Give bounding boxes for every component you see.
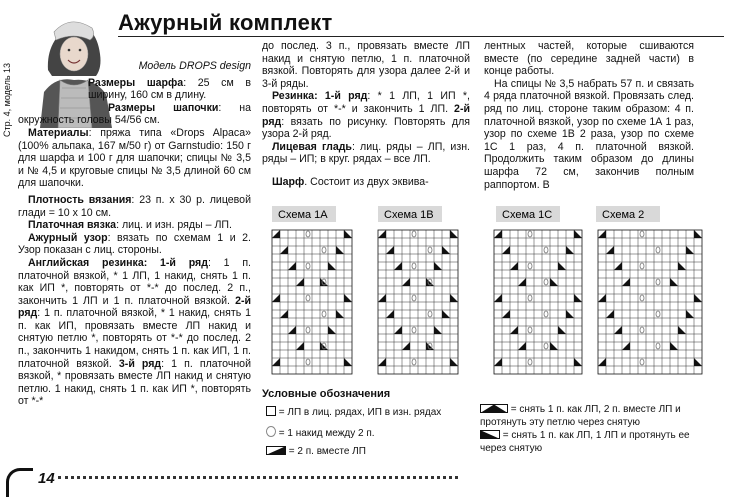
scheme-label-3: Схема 1С <box>502 209 553 221</box>
k2tog-symbol-icon <box>266 446 286 455</box>
page-corner-decoration <box>6 468 33 497</box>
model-credit: Модель DROPS design <box>138 60 251 72</box>
column-1 <box>18 60 251 408</box>
skp-symbol-icon <box>480 430 500 439</box>
title-divider <box>118 36 724 37</box>
page-number: 14 <box>38 470 55 487</box>
yarnover-symbol-icon <box>266 426 276 437</box>
scarf-instructions: На спицы № 3,5 набрать 57 п. и связать 4 ряда платочной вязкой. Провязать след. ряд по лиц. стороне таким образом: 4 п. платочной вязкой, узор по схеме 1А 1 раз, узор по схеме 1В 2 раза, узор по схеме 1С 1 раз, 4 п. платочной вязкой. Продолжить таким образом до длины шарфа 72 см, закончив полным раппортом. В <box>484 77 694 191</box>
scheme-label-1: Схема 1А <box>278 209 328 221</box>
stockinette-paragraph: Лицевая гладь: лиц. ряды – ЛП, изн. ряды – ИП; в круг. рядах – все ЛП. <box>262 140 471 166</box>
rib-continuation: до послед. 3 п., провязать вместе ЛП накид и снятую петлю, 1 п. платочной вязкой. Повторять для узора далее 2-й и 3-й ряды. <box>262 40 470 90</box>
column-2 <box>262 40 470 189</box>
legend-item-sk2p: = снять 1 п. как ЛП, 2 п. вместе ЛП и протянуть эту петлю через снятую <box>480 404 681 428</box>
scheme-label-4: Схема 2 <box>602 209 645 221</box>
column-3 <box>484 40 694 191</box>
footer-dotted-rule <box>58 476 458 479</box>
scheme-grid-2 <box>378 230 458 374</box>
knit-symbol-icon <box>266 406 276 416</box>
page-side-label: Стр. 4, модель 13 <box>2 62 12 138</box>
legend-title: Условные обозначения <box>262 388 391 400</box>
scheme-grid-4 <box>598 230 702 374</box>
scheme-grid-3 <box>494 230 582 374</box>
lace-pattern-paragraph: Ажурный узор: вязать по схемам 1 и 2. Узор показан с лиц. стороны. <box>18 231 251 257</box>
scheme-grid-1 <box>272 230 352 374</box>
knitting-charts <box>258 204 724 384</box>
legend-item-k2tog: = 2 п. вместе ЛП <box>266 446 486 459</box>
density-paragraph: Плотность вязания: 23 п. х 30 р. лицевой глади = 10 х 10 см. <box>18 193 251 219</box>
legend-item-skp: = снять 1 п. как ЛП, 1 ЛП и протянуть ее через снятую <box>480 430 690 454</box>
plain-stitch-paragraph: Платочная вязка: лиц. и изн. ряды – ЛП. <box>28 219 232 232</box>
legend-item-knit: = ЛП в лиц. рядах, ИП в изн. рядах <box>266 406 486 420</box>
scarf-intro: Шарф. Состоит из двух эквива- <box>272 175 429 188</box>
sk2p-symbol-icon <box>480 404 508 413</box>
scheme-label-2: Схема 1В <box>384 209 434 221</box>
english-rib-paragraph: Английская резинка: 1-й ряд: 1 п. платочной вязкой, * 1 ЛП, 1 накид, снять 1 п. как ИП *, повторять от *-* до послед. 2 п., закончить 1 ЛП и 1 п. платочной вязкой. 2-й ряд: 1 п. платочной вязкой, * 1 накид, снять 1 п. как ИП, провязать вместе ЛП накид и снятую петлю *, повторять от *-* до послед. 2 п., закончить 1 накидом, снять 1 п. как ИП, 1 п. платочной вязкой. 3-й ряд: 1 п. платочной вязкой, * провязать вместе ЛП накид и снятую петлю. 1 накид, снять 1 п. как ИП *, повторять от *-* <box>18 256 251 408</box>
rib-paragraph: Резинка: 1-й ряд: * 1 ЛП, 1 ИП *, повторять от *-* и закончить 1 ЛП. 2-й ряд: вязать по рисунку. Повторять для узора 2-й ряд. <box>262 90 470 141</box>
scarf-size-paragraph: Размеры шарфа: 25 см в ширину, 160 см в длину. <box>88 76 252 102</box>
hat-size-paragraph: Размеры шапочки: на окружность головы 54/56 см. <box>18 101 251 127</box>
legend-item-yarnover: = 1 накид между 2 п. <box>266 426 486 441</box>
materials-paragraph: Материалы: пряжа типа «Drops Alpaca» (100% альпака, 167 м/50 г) от Garnstudio: 150 г для шарфа и 100 г для шапочки; спицы № 3,5 и № 4,5 и круговые спицы № 3,5 длиной 60 см для шапочки. <box>18 126 251 190</box>
page-title: Ажурный комплект <box>118 10 333 35</box>
scarf-text-continued: лентных частей, которые сшиваются вместе (по середине задней части) в конце работы. <box>484 40 694 78</box>
